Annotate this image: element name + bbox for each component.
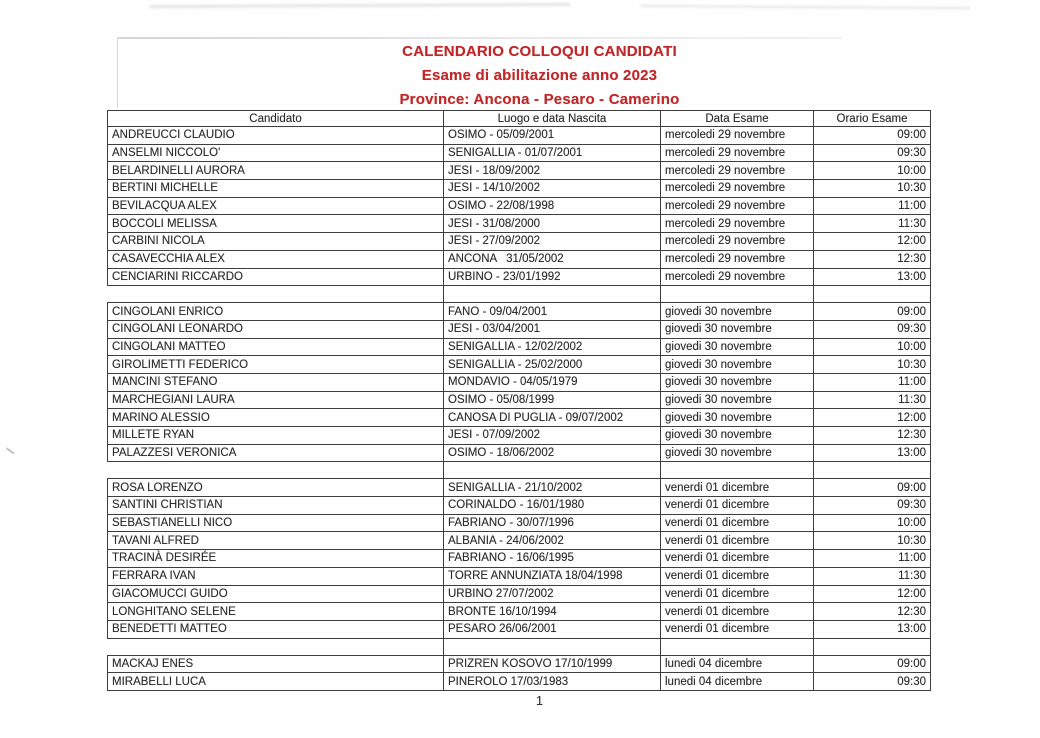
col-header-data-esame: Data Esame [661, 111, 814, 127]
cell-data-esame: mercoledi 29 novembre [661, 250, 814, 268]
col-header-luogo-data-nascita: Luogo e data Nascita [444, 111, 661, 127]
table-row [108, 320, 931, 338]
cell-nascita: CORINALDO - 16/01/1980 [444, 497, 661, 515]
table-row [108, 215, 931, 233]
cell-orario: 13:00 [814, 444, 931, 462]
cell-nascita: JESI - 31/08/2000 [444, 215, 661, 233]
cell-nascita: OSIMO - 05/09/2001 [444, 127, 661, 145]
cell-nascita: MONDAVIO - 04/05/1979 [444, 373, 661, 391]
cell-candidato: TRACINÀ DESIRÉE [108, 550, 444, 568]
table-row [108, 356, 931, 374]
cell-candidato: MILLETE RYAN [108, 427, 444, 445]
cell-nascita: SENIGALLIA - 21/10/2002 [444, 479, 661, 497]
spacer-row [108, 638, 931, 655]
cell-candidato: MARCHEGIANI LAURA [108, 391, 444, 409]
cell-data-esame: giovedi 30 novembre [661, 373, 814, 391]
cell-candidato: CASAVECCHIA ALEX [108, 250, 444, 268]
page-title: CALENDARIO COLLOQUI CANDIDATI [402, 43, 677, 60]
spacer-cell [661, 462, 814, 479]
cell-nascita: CANOSA DI PUGLIA - 09/07/2002 [444, 409, 661, 427]
page-number: 1 [536, 694, 543, 708]
cell-data-esame: venerdi 01 dicembre [661, 479, 814, 497]
cell-data-esame: giovedi 30 novembre [661, 303, 814, 321]
cell-candidato: GIROLIMETTI FEDERICO [108, 356, 444, 374]
cell-orario: 11:30 [814, 567, 931, 585]
cell-data-esame: venerdi 01 dicembre [661, 603, 814, 621]
cell-nascita: OSIMO - 22/08/1998 [444, 197, 661, 215]
cell-data-esame: mercoledi 29 novembre [661, 180, 814, 198]
cell-candidato: GIACOMUCCI GUIDO [108, 585, 444, 603]
cell-orario: 10:30 [814, 532, 931, 550]
schedule-table [107, 110, 931, 691]
table-row [108, 180, 931, 198]
cell-orario: 12:00 [814, 409, 931, 427]
spacer-row [108, 286, 931, 303]
cell-candidato: ANSELMI NICCOLO' [108, 144, 444, 162]
cell-candidato: CINGOLANI MATTEO [108, 338, 444, 356]
cell-nascita: PRIZREN KOSOVO 17/10/1999 [444, 655, 661, 673]
cell-candidato: SEBASTIANELLI NICO [108, 514, 444, 532]
spacer-cell [108, 462, 444, 479]
cell-nascita: OSIMO - 18/06/2002 [444, 444, 661, 462]
cell-nascita: ANCONA 31/05/2002 [444, 250, 661, 268]
cell-orario: 12:30 [814, 427, 931, 445]
cell-nascita: FANO - 09/04/2001 [444, 303, 661, 321]
cell-orario: 11:00 [814, 550, 931, 568]
cell-candidato: ANDREUCCI CLAUDIO [108, 127, 444, 145]
cell-nascita: URBINO - 23/01/1992 [444, 268, 661, 286]
cell-candidato: BEVILACQUA ALEX [108, 197, 444, 215]
table-row [108, 585, 931, 603]
cell-orario: 12:30 [814, 250, 931, 268]
cell-orario: 10:00 [814, 162, 931, 180]
cell-candidato: SANTINI CHRISTIAN [108, 497, 444, 515]
cell-orario: 09:30 [814, 144, 931, 162]
cell-candidato: PALAZZESI VERONICA [108, 444, 444, 462]
table-row [108, 603, 931, 621]
cell-nascita: OSIMO - 05/08/1999 [444, 391, 661, 409]
cell-orario: 10:30 [814, 356, 931, 374]
page-provinces: Province: Ancona - Pesaro - Camerino [399, 91, 680, 108]
spacer-cell [108, 638, 444, 655]
table-row [108, 303, 931, 321]
cell-data-esame: giovedi 30 novembre [661, 409, 814, 427]
cell-orario: 12:30 [814, 603, 931, 621]
cell-candidato: BOCCOLI MELISSA [108, 215, 444, 233]
cell-candidato: MANCINI STEFANO [108, 373, 444, 391]
spacer-cell [444, 638, 661, 655]
table-row [108, 373, 931, 391]
cell-data-esame: mercoledi 29 novembre [661, 127, 814, 145]
cell-candidato: CENCIARINI RICCARDO [108, 268, 444, 286]
table-row [108, 427, 931, 445]
cell-orario: 13:00 [814, 268, 931, 286]
table-row [108, 655, 931, 673]
col-header-candidato: Candidato [108, 111, 444, 127]
cell-orario: 13:00 [814, 620, 931, 638]
cell-orario: 11:30 [814, 215, 931, 233]
cell-orario: 09:00 [814, 303, 931, 321]
cell-orario: 12:00 [814, 585, 931, 603]
table-row [108, 532, 931, 550]
cell-data-esame: giovedi 30 novembre [661, 427, 814, 445]
cell-candidato: TAVANI ALFRED [108, 532, 444, 550]
cell-data-esame: giovedi 30 novembre [661, 391, 814, 409]
cell-orario: 09:30 [814, 497, 931, 515]
cell-orario: 11:00 [814, 373, 931, 391]
cell-candidato: CARBINI NICOLA [108, 233, 444, 251]
table-row [108, 567, 931, 585]
cell-data-esame: mercoledi 29 novembre [661, 197, 814, 215]
cell-nascita: JESI - 27/09/2002 [444, 233, 661, 251]
cell-candidato: MIRABELLI LUCA [108, 673, 444, 691]
cell-data-esame: mercoledi 29 novembre [661, 215, 814, 233]
cell-nascita: JESI - 07/09/2002 [444, 427, 661, 445]
spacer-row [108, 462, 931, 479]
table-row [108, 673, 931, 691]
spacer-cell [814, 286, 931, 303]
cell-nascita: TORRE ANNUNZIATA 18/04/1998 [444, 567, 661, 585]
scan-artifact [118, 37, 842, 39]
table-row [108, 233, 931, 251]
cell-nascita: SENIGALLIA - 01/07/2001 [444, 144, 661, 162]
cell-candidato: CINGOLANI ENRICO [108, 303, 444, 321]
col-header-orario-esame: Orario Esame [814, 111, 931, 127]
cell-nascita: JESI - 18/09/2002 [444, 162, 661, 180]
cell-data-esame: venerdi 01 dicembre [661, 514, 814, 532]
cell-candidato: BELARDINELLI AURORA [108, 162, 444, 180]
cell-nascita: SENIGALLIA - 25/02/2000 [444, 356, 661, 374]
cell-data-esame: venerdi 01 dicembre [661, 585, 814, 603]
cell-data-esame: venerdi 01 dicembre [661, 550, 814, 568]
table-body [108, 127, 931, 691]
table-row [108, 162, 931, 180]
cell-orario: 09:30 [814, 673, 931, 691]
scan-mark [6, 448, 14, 454]
cell-candidato: CINGOLANI LEONARDO [108, 320, 444, 338]
cell-nascita: JESI - 03/04/2001 [444, 320, 661, 338]
table-row [108, 127, 931, 145]
cell-candidato: MACKAJ ENES [108, 655, 444, 673]
page-subtitle: Esame di abilitazione anno 2023 [421, 67, 658, 84]
table-row [108, 197, 931, 215]
spacer-cell [108, 286, 444, 303]
cell-orario: 10:00 [814, 514, 931, 532]
cell-data-esame: mercoledi 29 novembre [661, 233, 814, 251]
spacer-cell [814, 462, 931, 479]
table-row [108, 391, 931, 409]
cell-data-esame: venerdi 01 dicembre [661, 497, 814, 515]
cell-nascita: JESI - 14/10/2002 [444, 180, 661, 198]
table-row [108, 268, 931, 286]
table-row [108, 497, 931, 515]
cell-nascita: URBINO 27/07/2002 [444, 585, 661, 603]
scan-artifact [150, 3, 570, 8]
cell-data-esame: giovedi 30 novembre [661, 338, 814, 356]
cell-data-esame: giovedi 30 novembre [661, 356, 814, 374]
cell-data-esame: mercoledi 29 novembre [661, 144, 814, 162]
table-row [108, 514, 931, 532]
cell-orario: 10:30 [814, 180, 931, 198]
cell-nascita: FABRIANO - 16/06/1995 [444, 550, 661, 568]
cell-orario: 10:00 [814, 338, 931, 356]
table-row [108, 250, 931, 268]
cell-data-esame: venerdi 01 dicembre [661, 532, 814, 550]
cell-data-esame: lunedi 04 dicembre [661, 655, 814, 673]
cell-orario: 11:30 [814, 391, 931, 409]
cell-data-esame: venerdi 01 dicembre [661, 567, 814, 585]
spacer-cell [444, 286, 661, 303]
spacer-cell [661, 286, 814, 303]
spacer-cell [444, 462, 661, 479]
cell-candidato: BERTINI MICHELLE [108, 180, 444, 198]
cell-candidato: FERRARA IVAN [108, 567, 444, 585]
cell-candidato: LONGHITANO SELENE [108, 603, 444, 621]
header-row [108, 111, 931, 127]
table-row [108, 338, 931, 356]
cell-nascita: SENIGALLIA - 12/02/2002 [444, 338, 661, 356]
cell-data-esame: giovedi 30 novembre [661, 444, 814, 462]
cell-orario: 09:30 [814, 320, 931, 338]
cell-nascita: BRONTE 16/10/1994 [444, 603, 661, 621]
table-row [108, 144, 931, 162]
table-row [108, 550, 931, 568]
scan-artifact [117, 38, 118, 108]
cell-nascita: FABRIANO - 30/07/1996 [444, 514, 661, 532]
scan-artifact [640, 5, 970, 9]
cell-nascita: PINEROLO 17/03/1983 [444, 673, 661, 691]
cell-nascita: PESARO 26/06/2001 [444, 620, 661, 638]
cell-data-esame: mercoledi 29 novembre [661, 162, 814, 180]
cell-data-esame: lunedi 04 dicembre [661, 673, 814, 691]
spacer-cell [814, 638, 931, 655]
spacer-cell [661, 638, 814, 655]
table-row [108, 444, 931, 462]
cell-orario: 11:00 [814, 197, 931, 215]
cell-orario: 12:00 [814, 233, 931, 251]
cell-data-esame: venerdi 01 dicembre [661, 620, 814, 638]
cell-orario: 09:00 [814, 127, 931, 145]
cell-candidato: BENEDETTI MATTEO [108, 620, 444, 638]
cell-data-esame: mercoledi 29 novembre [661, 268, 814, 286]
cell-orario: 09:00 [814, 479, 931, 497]
cell-data-esame: giovedi 30 novembre [661, 320, 814, 338]
cell-orario: 09:00 [814, 655, 931, 673]
table-row [108, 479, 931, 497]
cell-candidato: ROSA LORENZO [108, 479, 444, 497]
table-row [108, 409, 931, 427]
cell-nascita: ALBANIA - 24/06/2002 [444, 532, 661, 550]
table-row [108, 620, 931, 638]
cell-candidato: MARINO ALESSIO [108, 409, 444, 427]
